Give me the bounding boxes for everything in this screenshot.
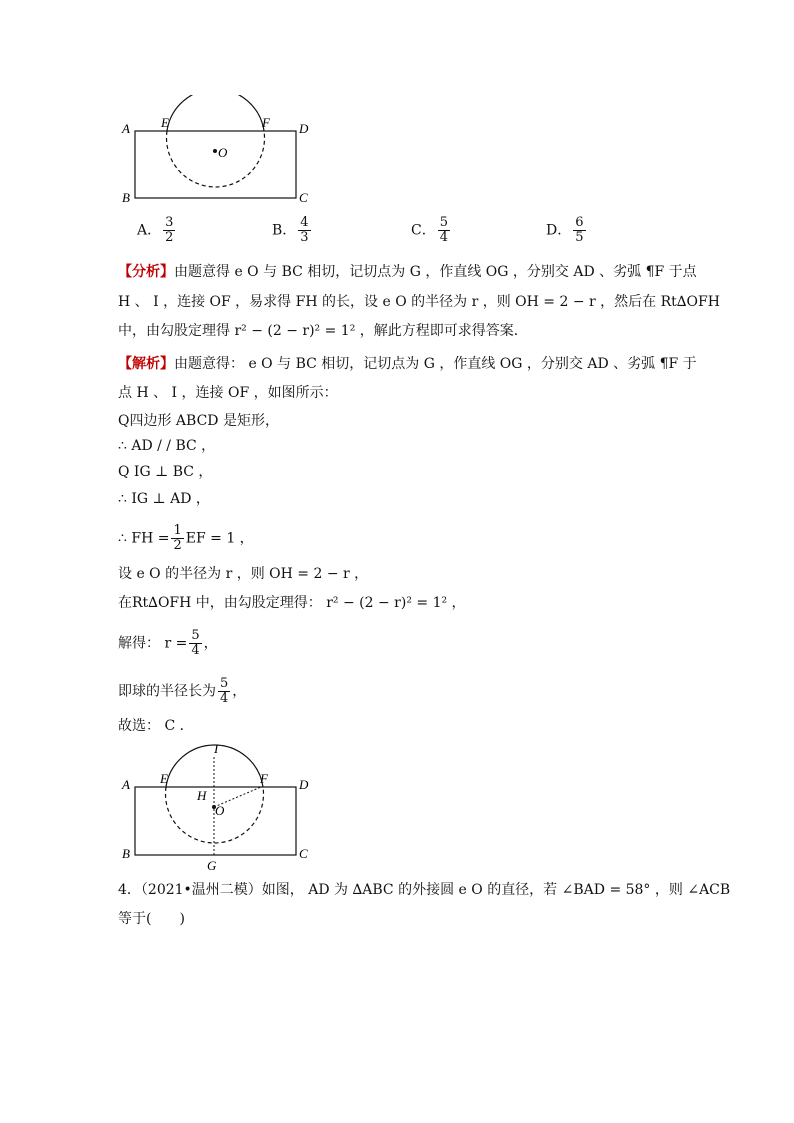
choice-b: B． $\frac{4}{3}$: [272, 215, 309, 245]
label-c: C: [299, 190, 308, 205]
question-4-line-2: 等于( ): [118, 911, 185, 927]
label-o-2: O: [215, 803, 225, 818]
label-g: G: [207, 858, 217, 873]
rectangle-abcd: [135, 131, 296, 198]
label-d: D: [299, 121, 309, 136]
solution-line-11: 即球的半径长为 $\frac{5}{4}$ ，: [118, 676, 247, 706]
label-d-2: D: [299, 777, 309, 792]
analysis-line-3: 中，由勾股定理得 r² − (2 − r)² = 1² ，解此方程即可求得答案．: [118, 323, 528, 339]
label-a: A: [122, 121, 130, 136]
circle-arc-dashed: [167, 131, 265, 187]
rectangle-abcd-2: [135, 787, 296, 855]
solution-line-4: ∴ AD / / BC ，: [118, 438, 216, 454]
analysis-line-2: H 、 I ，连接 OF ，易求得 FH 的长，设 e O 的半径为 r ，则 OH = 2 − r ，然后在 Rt∆OFH: [118, 294, 720, 310]
label-o: O: [218, 145, 228, 160]
label-e-2: E: [160, 771, 168, 786]
solution-line-10: 解得： r = $\frac{5}{4}$ ，: [118, 628, 218, 658]
diagram-rectangle-circle-1: [115, 95, 325, 210]
choice-a: A． $\frac{3}{2}$: [137, 215, 174, 245]
circle-arc-solid: [167, 95, 264, 131]
solution-tag: 【解析】: [118, 356, 174, 372]
label-a-2: A: [122, 777, 130, 792]
solution-line-7: ∴ FH = $\frac{1}{2}$ EF = 1 ，: [118, 523, 254, 553]
label-b-2: B: [122, 846, 130, 861]
label-c-2: C: [299, 846, 308, 861]
choice-d: D． $\frac{6}{5}$: [546, 215, 584, 245]
diagram-rectangle-circle-2: [115, 740, 325, 875]
solution-line-6: ∴ IG ⊥ AD ，: [118, 491, 210, 507]
solution-line-12: 故选： C ．: [118, 718, 194, 734]
label-h: H: [197, 788, 207, 803]
center-point-o: [213, 149, 217, 153]
solution-line-5: Q IG ⊥ BC ，: [118, 464, 213, 480]
solution-line-9: 在Rt∆OFH 中，由勾股定理得： r² − (2 − r)² = 1² ，: [118, 595, 466, 611]
solution-line-1: 【解析】由题意得： e O 与 BC 相切，记切点为 G ，作直线 OG ，分别交 AD 、劣弧 ¶F 于: [118, 356, 697, 372]
label-b: B: [122, 190, 130, 205]
solution-line-8: 设 e O 的半径为 r ，则 OH = 2 − r ，: [118, 566, 369, 582]
analysis-tag: 【分析】: [118, 264, 174, 280]
solution-line-3: Q四边形 ABCD 是矩形，: [118, 413, 279, 429]
analysis-line-1: 【分析】由题意得 e O 与 BC 相切，记切点为 G ，作直线 OG ，分别交 AD 、劣弧 ¶F 于点: [118, 264, 697, 280]
label-f-2: F: [260, 771, 268, 786]
label-e: E: [161, 115, 169, 130]
question-4-line-1: 4．（2021•温州二模）如图， AD 为 ∆ABC 的外接圆 e O 的直径，若 ∠BAD = 58° ，则 ∠ACB: [118, 882, 731, 898]
label-i: I: [214, 741, 219, 756]
choice-c: C． $\frac{5}{4}$: [411, 215, 448, 245]
label-f: F: [262, 115, 270, 130]
solution-line-2: 点 H 、 I ，连接 OF ，如图所示：: [118, 385, 338, 401]
